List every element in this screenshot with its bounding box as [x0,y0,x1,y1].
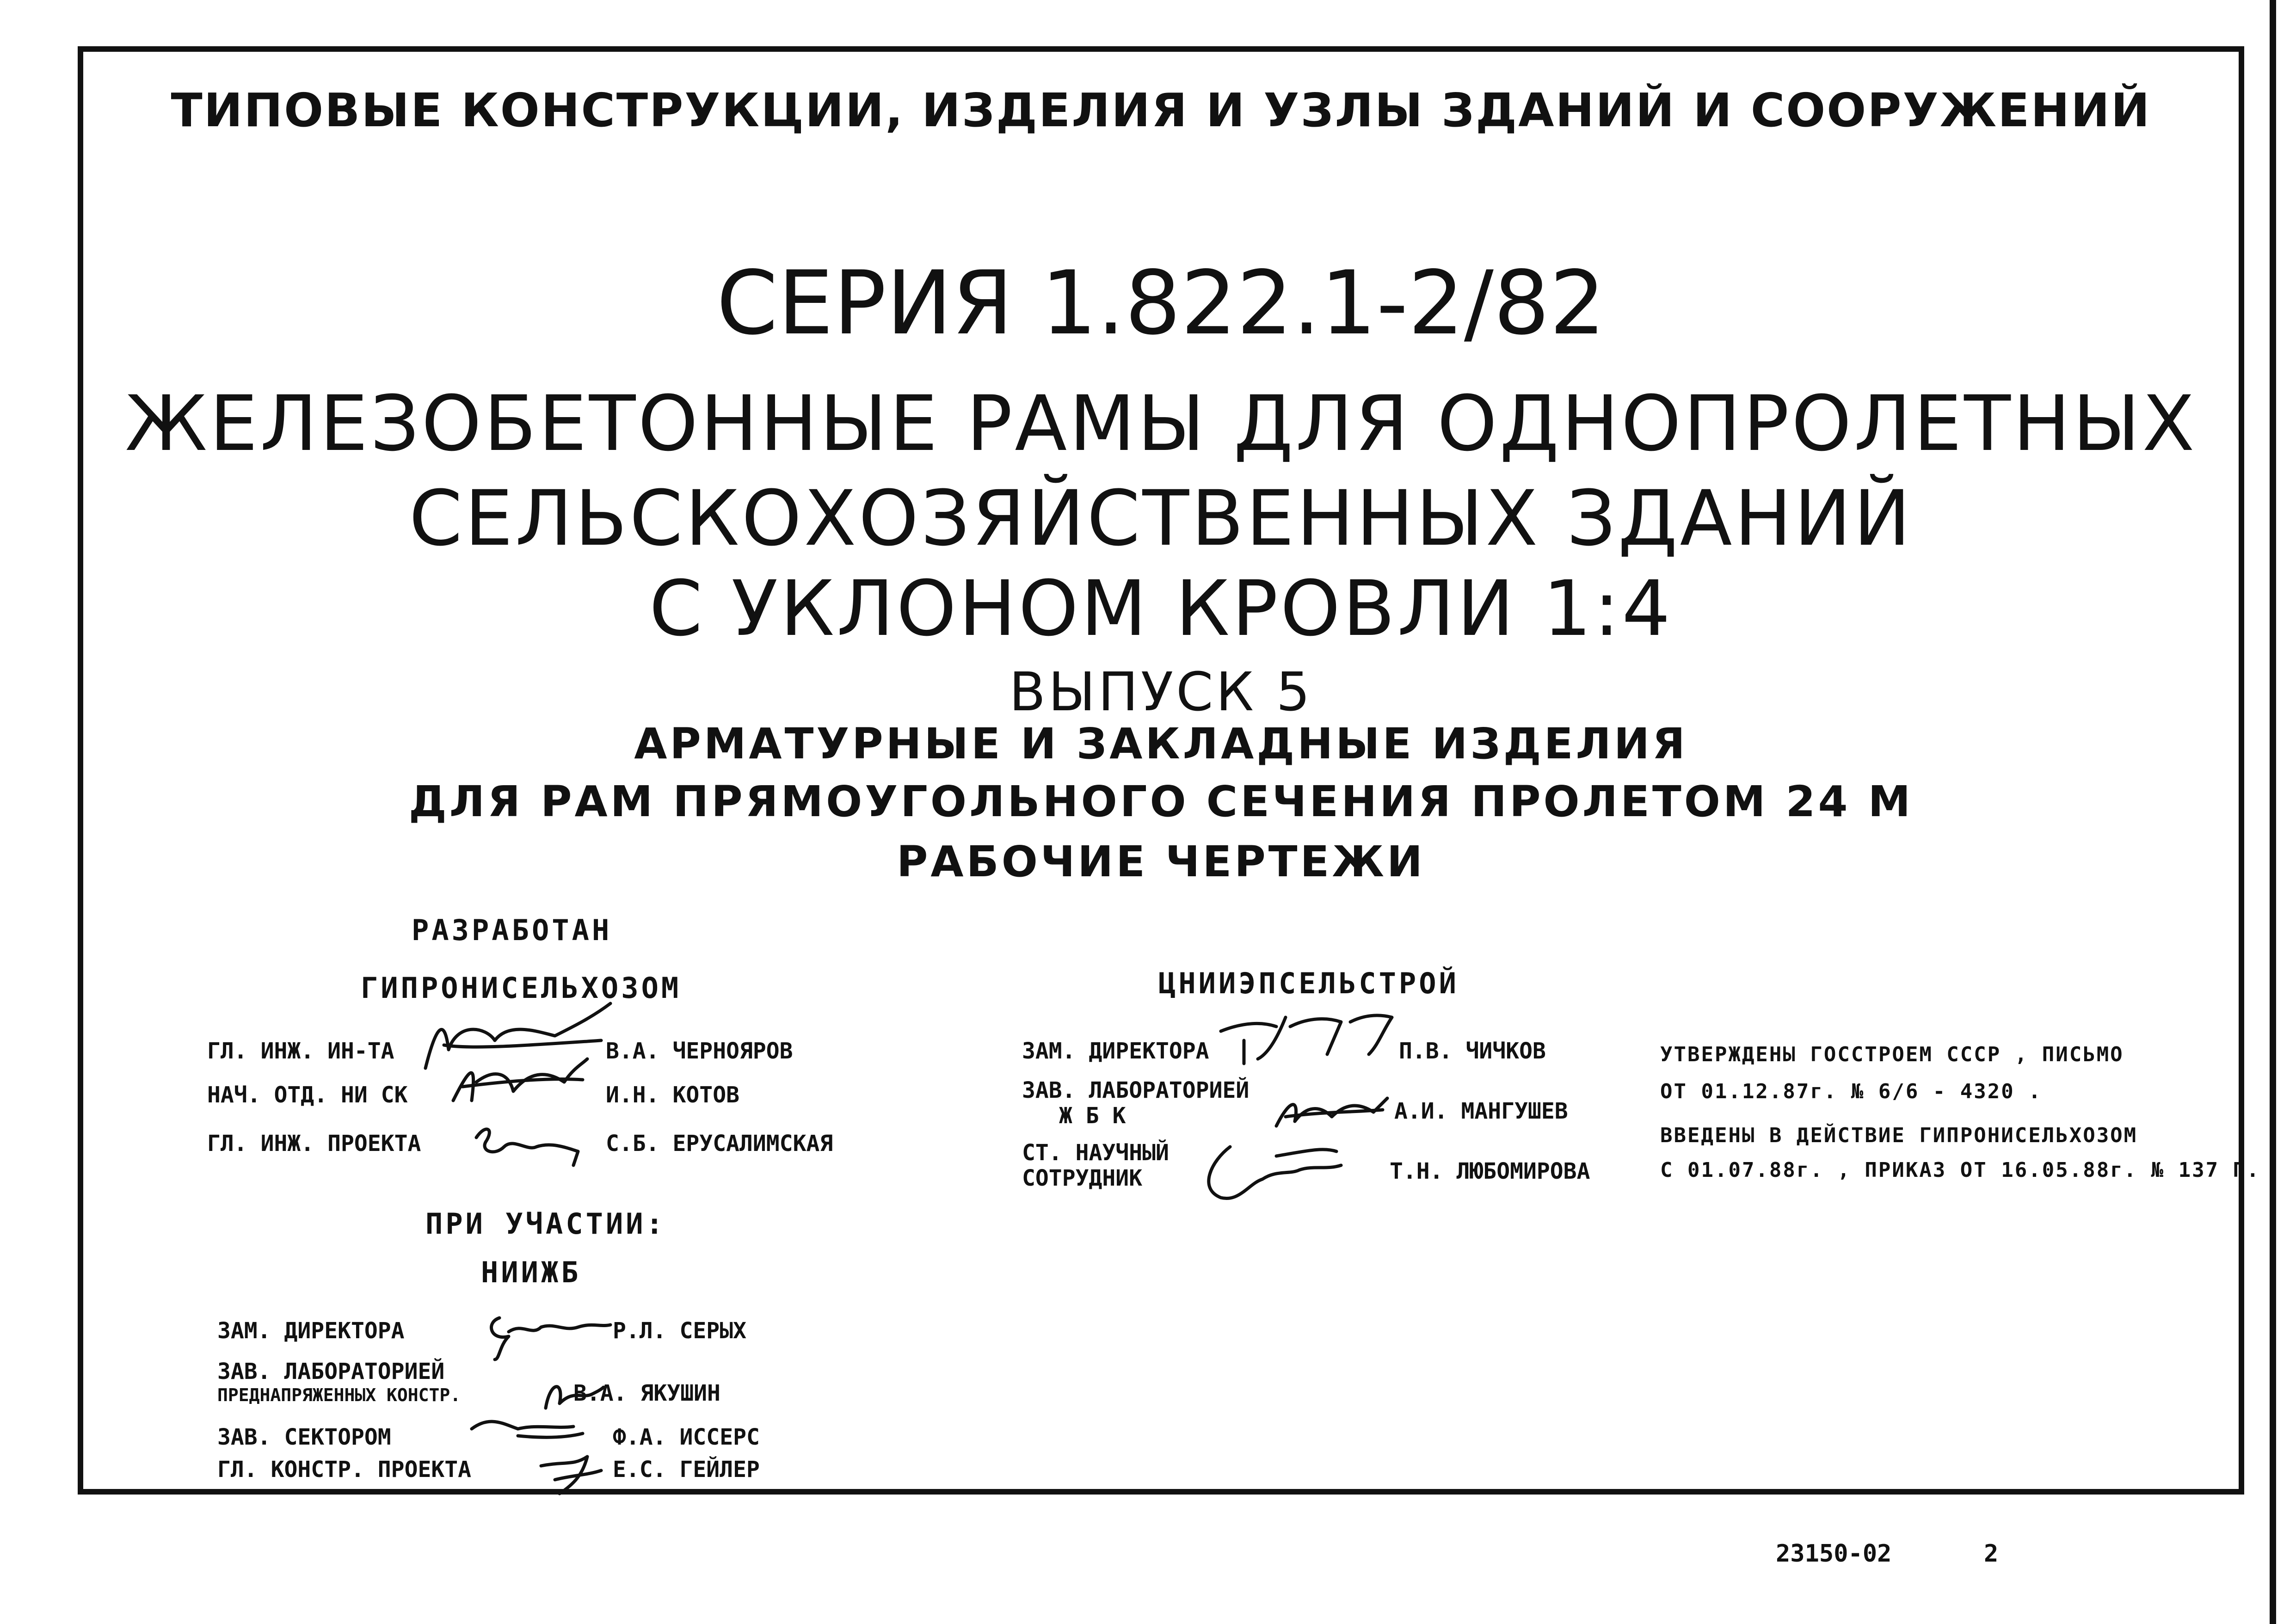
dev-name-3: С.Б. ЕРУСАЛИМСКАЯ [606,1131,833,1156]
part-name-1: Р.Л. СЕРЫХ [613,1318,746,1344]
part-position-4: ГЛ. КОНСТР. ПРОЕКТА [217,1457,472,1483]
dev-name-2: И.Н. КОТОВ [606,1082,739,1108]
signature-kotov [444,1054,592,1110]
participation-heading: ПРИ УЧАСТИИ: [425,1207,666,1241]
dev-position-3: ГЛ. ИНЖ. ПРОЕКТА [207,1131,421,1156]
dev-position-2: НАЧ. ОТД. НИ СК [207,1082,408,1108]
cen-position-1: ЗАМ. ДИРЕКТОРА [1022,1038,1209,1064]
signature-chichkov [1216,1003,1406,1073]
part-position-2: ЗАВ. ЛАБОРАТОРИЕЙ [217,1359,445,1384]
cen-position-2b: Ж Б К [1059,1103,1126,1129]
approval-line-1: УТВЕРЖДЕНЫ ГОССТРОЕМ СССР , ПИСЬМО [1660,1043,2124,1066]
title-line-1: ЖЕЛЕЗОБЕТОННЫЕ РАМЫ ДЛЯ ОДНОПРОЛЕТНЫХ [125,379,2197,468]
developed-org: ГИПРОНИСЕЛЬХОЗОМ [361,971,682,1005]
ceniiep-org: ЦНИИЭПСЕЛЬСТРОЙ [1158,966,1459,1000]
cen-position-2: ЗАВ. ЛАБОРАТОРИЕЙ [1022,1077,1250,1103]
cen-name-1: П.В. ЧИЧКОВ [1399,1038,1546,1064]
sheet-edge-line [2270,0,2276,1624]
header-title: ТИПОВЫЕ КОНСТРУКЦИИ, ИЗДЕЛИЯ И УЗЛЫ ЗДАНИЙ И СООРУЖЕНИЙ [171,83,2151,137]
approval-line-2: ОТ 01.12.87г. № 6/6 - 4320 . [1660,1080,2042,1103]
signature-issers [462,1410,587,1452]
part-name-3: Ф.А. ИССЕРС [613,1424,760,1450]
cen-position-3: СТ. НАУЧНЫЙ [1022,1140,1169,1166]
page-number: 2 [1984,1540,1999,1568]
subtitle-line-3: РАБОЧИЕ ЧЕРТЕЖИ [896,837,1425,886]
subtitle-line-1: АРМАТУРНЫЕ И ЗАКЛАДНЫЕ ИЗДЕЛИЯ [634,719,1688,769]
signature-lyubomirova [1193,1138,1350,1207]
cen-position-3b: СОТРУДНИК [1022,1165,1143,1191]
approval-line-4: С 01.07.88г. , ПРИКАЗ ОТ 16.05.88г. № 137 П. [1660,1158,2260,1182]
doc-number: 23150-02 [1776,1540,1892,1568]
cen-name-2: А.И. МАНГУШЕВ [1394,1098,1568,1124]
subtitle-line-2: ДЛЯ РАМ ПРЯМОУГОЛЬНОГО СЕЧЕНИЯ ПРОЛЕТОМ 24 М [408,777,1914,826]
part-name-4: Е.С. ГЕЙЛЕР [613,1457,760,1483]
series-number: СЕРИЯ 1.822.1-2/82 [716,252,1606,354]
dev-position-1: ГЛ. ИНЖ. ИН-ТА [207,1038,394,1064]
issue-number: ВЫПУСК 5 [1009,661,1313,723]
title-line-2: СЕЛЬСКОХОЗЯЙСТВЕННЫХ ЗДАНИЙ [409,474,1913,563]
approval-line-3: ВВЕДЕНЫ В ДЕЙСТВИЕ ГИПРОНИСЕЛЬХОЗОМ [1660,1124,2138,1147]
signature-erusalimskaya [467,1119,587,1175]
dev-name-1: В.А. ЧЕРНОЯРОВ [606,1038,793,1064]
developed-heading: РАЗРАБОТАН [412,913,612,947]
participation-org: НИИЖБ [481,1255,581,1289]
signature-serykh [481,1304,620,1364]
part-position-2b: ПРЕДНАПРЯЖЕННЫХ КОНСТР. [217,1385,461,1405]
part-name-2: В.А. ЯКУШИН [573,1380,720,1406]
signature-geiler [536,1447,606,1498]
part-position-1: ЗАМ. ДИРЕКТОРА [217,1318,405,1344]
cen-name-3: Т.Н. ЛЮБОМИРОВА [1390,1158,1590,1184]
signature-mangushev [1267,1084,1392,1135]
part-position-3: ЗАВ. СЕКТОРОМ [217,1424,391,1450]
title-line-3: С УКЛОНОМ КРОВЛИ 1:4 [649,564,1673,653]
